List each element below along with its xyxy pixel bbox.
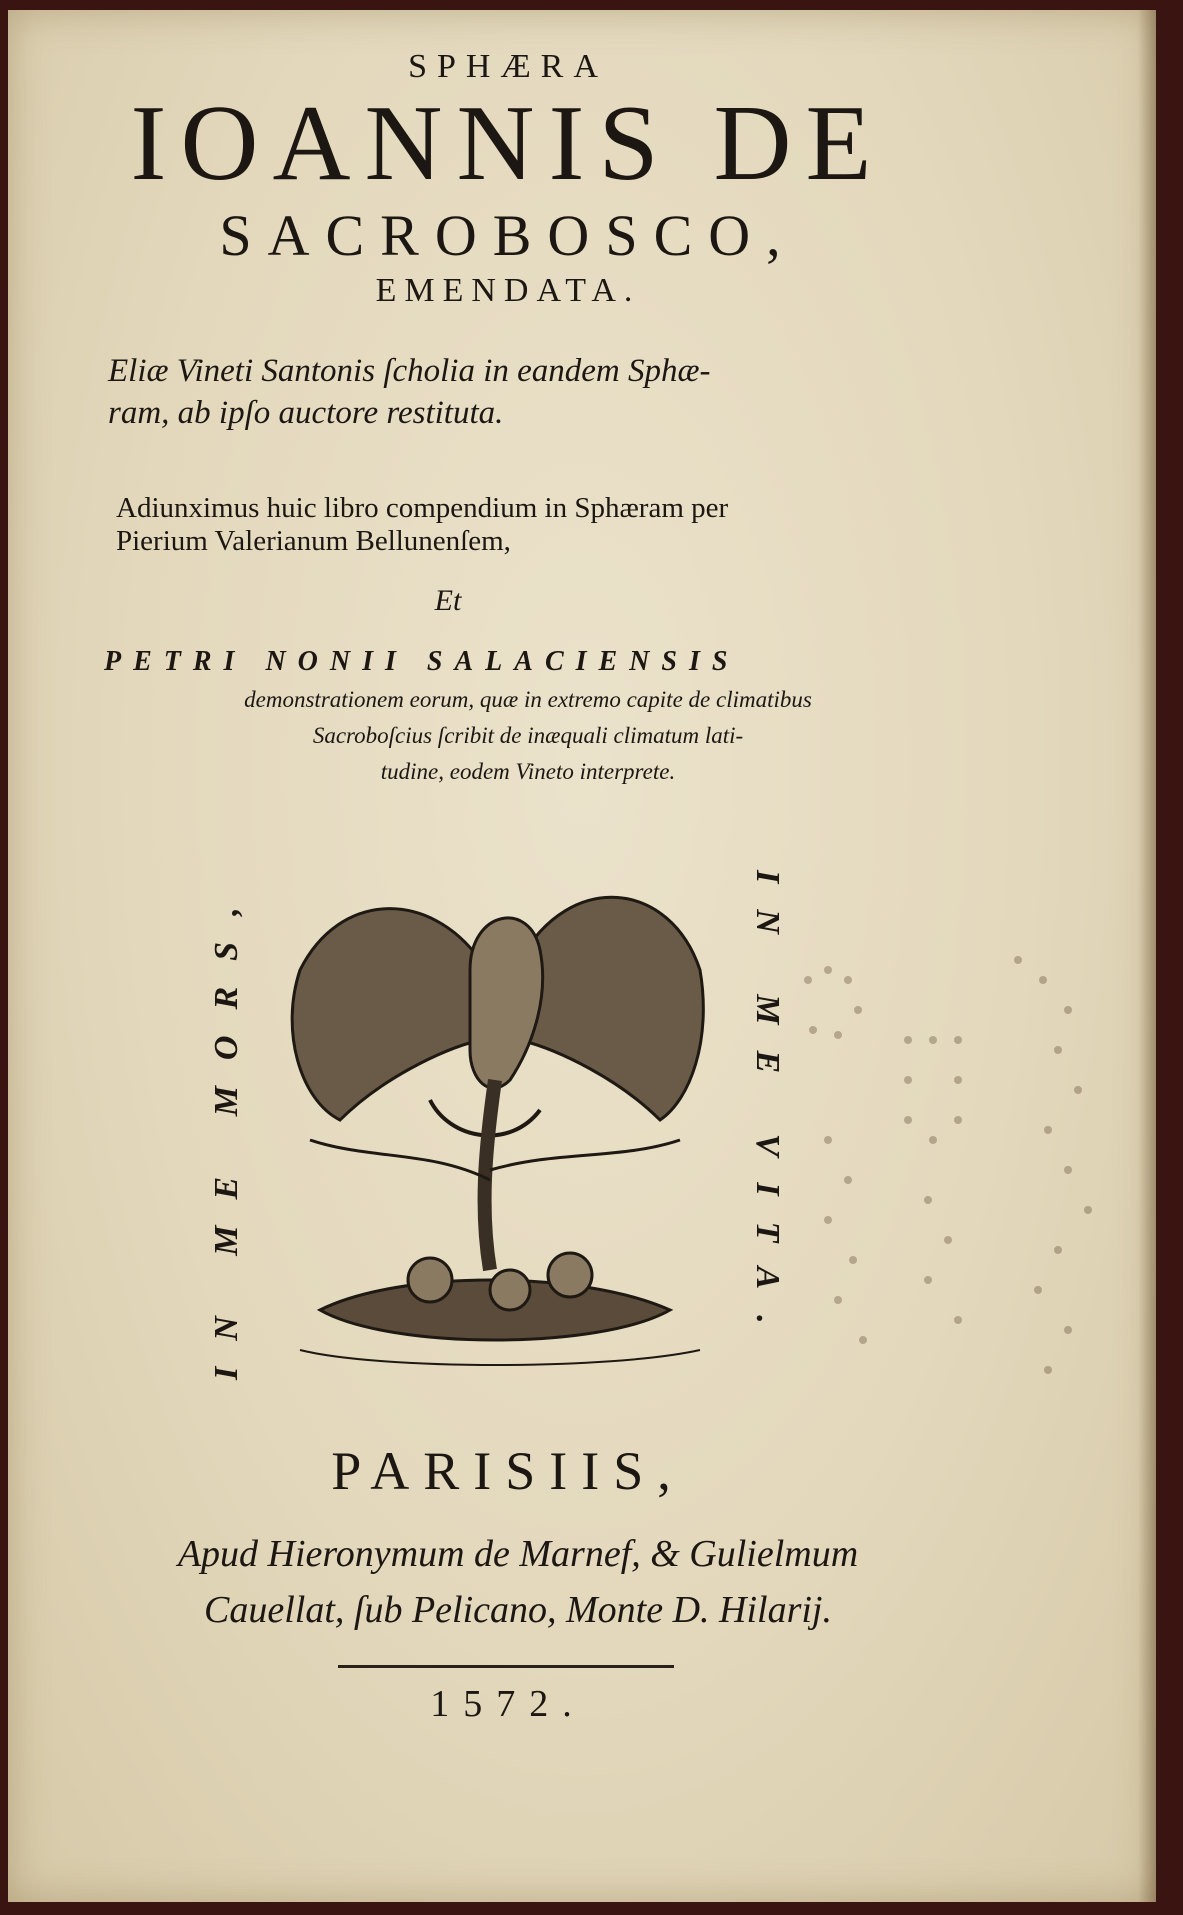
perforated-library-stamp-icon: [768, 940, 1108, 1440]
demonstrationem-line: Sacroboſcius ſcribit de inæquali climatum lati-: [312, 723, 744, 748]
et-word: Et: [434, 584, 462, 617]
scholia-line: Eliæ Vineti Santonis ſcholia in eandem Sphæ-: [108, 353, 711, 389]
demonstrationem-line: tudine, eodem Vineto interprete.: [380, 759, 676, 784]
petri-nonii-line: PETRI NONII SALACIENSIS: [104, 646, 740, 677]
scholia-text: [108, 350, 928, 434]
city-line: PARISIIS,: [331, 1441, 685, 1501]
title-line-emendata: EMENDATA.: [375, 272, 641, 309]
title-line-sacrobosco: SACROBOSCO,: [219, 203, 797, 268]
demonstrationem-line: demonstrationem eorum, quæ in extremo capite de climatibus: [244, 687, 812, 712]
title-line-ioannis: IOANNIS DE: [130, 84, 886, 203]
title-line-sphaera: SPHÆRA: [408, 48, 608, 85]
publisher-text: [78, 1526, 958, 1638]
page-edge-shadow: [1138, 10, 1156, 1902]
adiunximus-line: Adiunximus huic libro compendium in Sphæram per: [116, 492, 729, 524]
adiunximus-text: [116, 492, 936, 558]
motto-left: IN ME MORS,: [208, 881, 245, 1380]
title-page: [8, 10, 1156, 1902]
publisher-line: Apud Hieronymum de Marnef, & Gulielmum: [177, 1533, 859, 1575]
divider-rule: [338, 1665, 674, 1668]
adiunximus-line: Pierium Valerianum Bellunenſem,: [116, 525, 511, 557]
pelican-woodcut-icon: [280, 850, 712, 1410]
publisher-line: Cauellat, ſub Pelicano, Monte D. Hilarij.: [204, 1589, 832, 1631]
demonstrationem-text: [128, 682, 928, 790]
year-line: 1572.: [430, 1683, 586, 1725]
motto-right: IN ME VITA.: [749, 870, 786, 1350]
scholia-line: ram, ab ipſo auctore restituta.: [108, 395, 504, 431]
